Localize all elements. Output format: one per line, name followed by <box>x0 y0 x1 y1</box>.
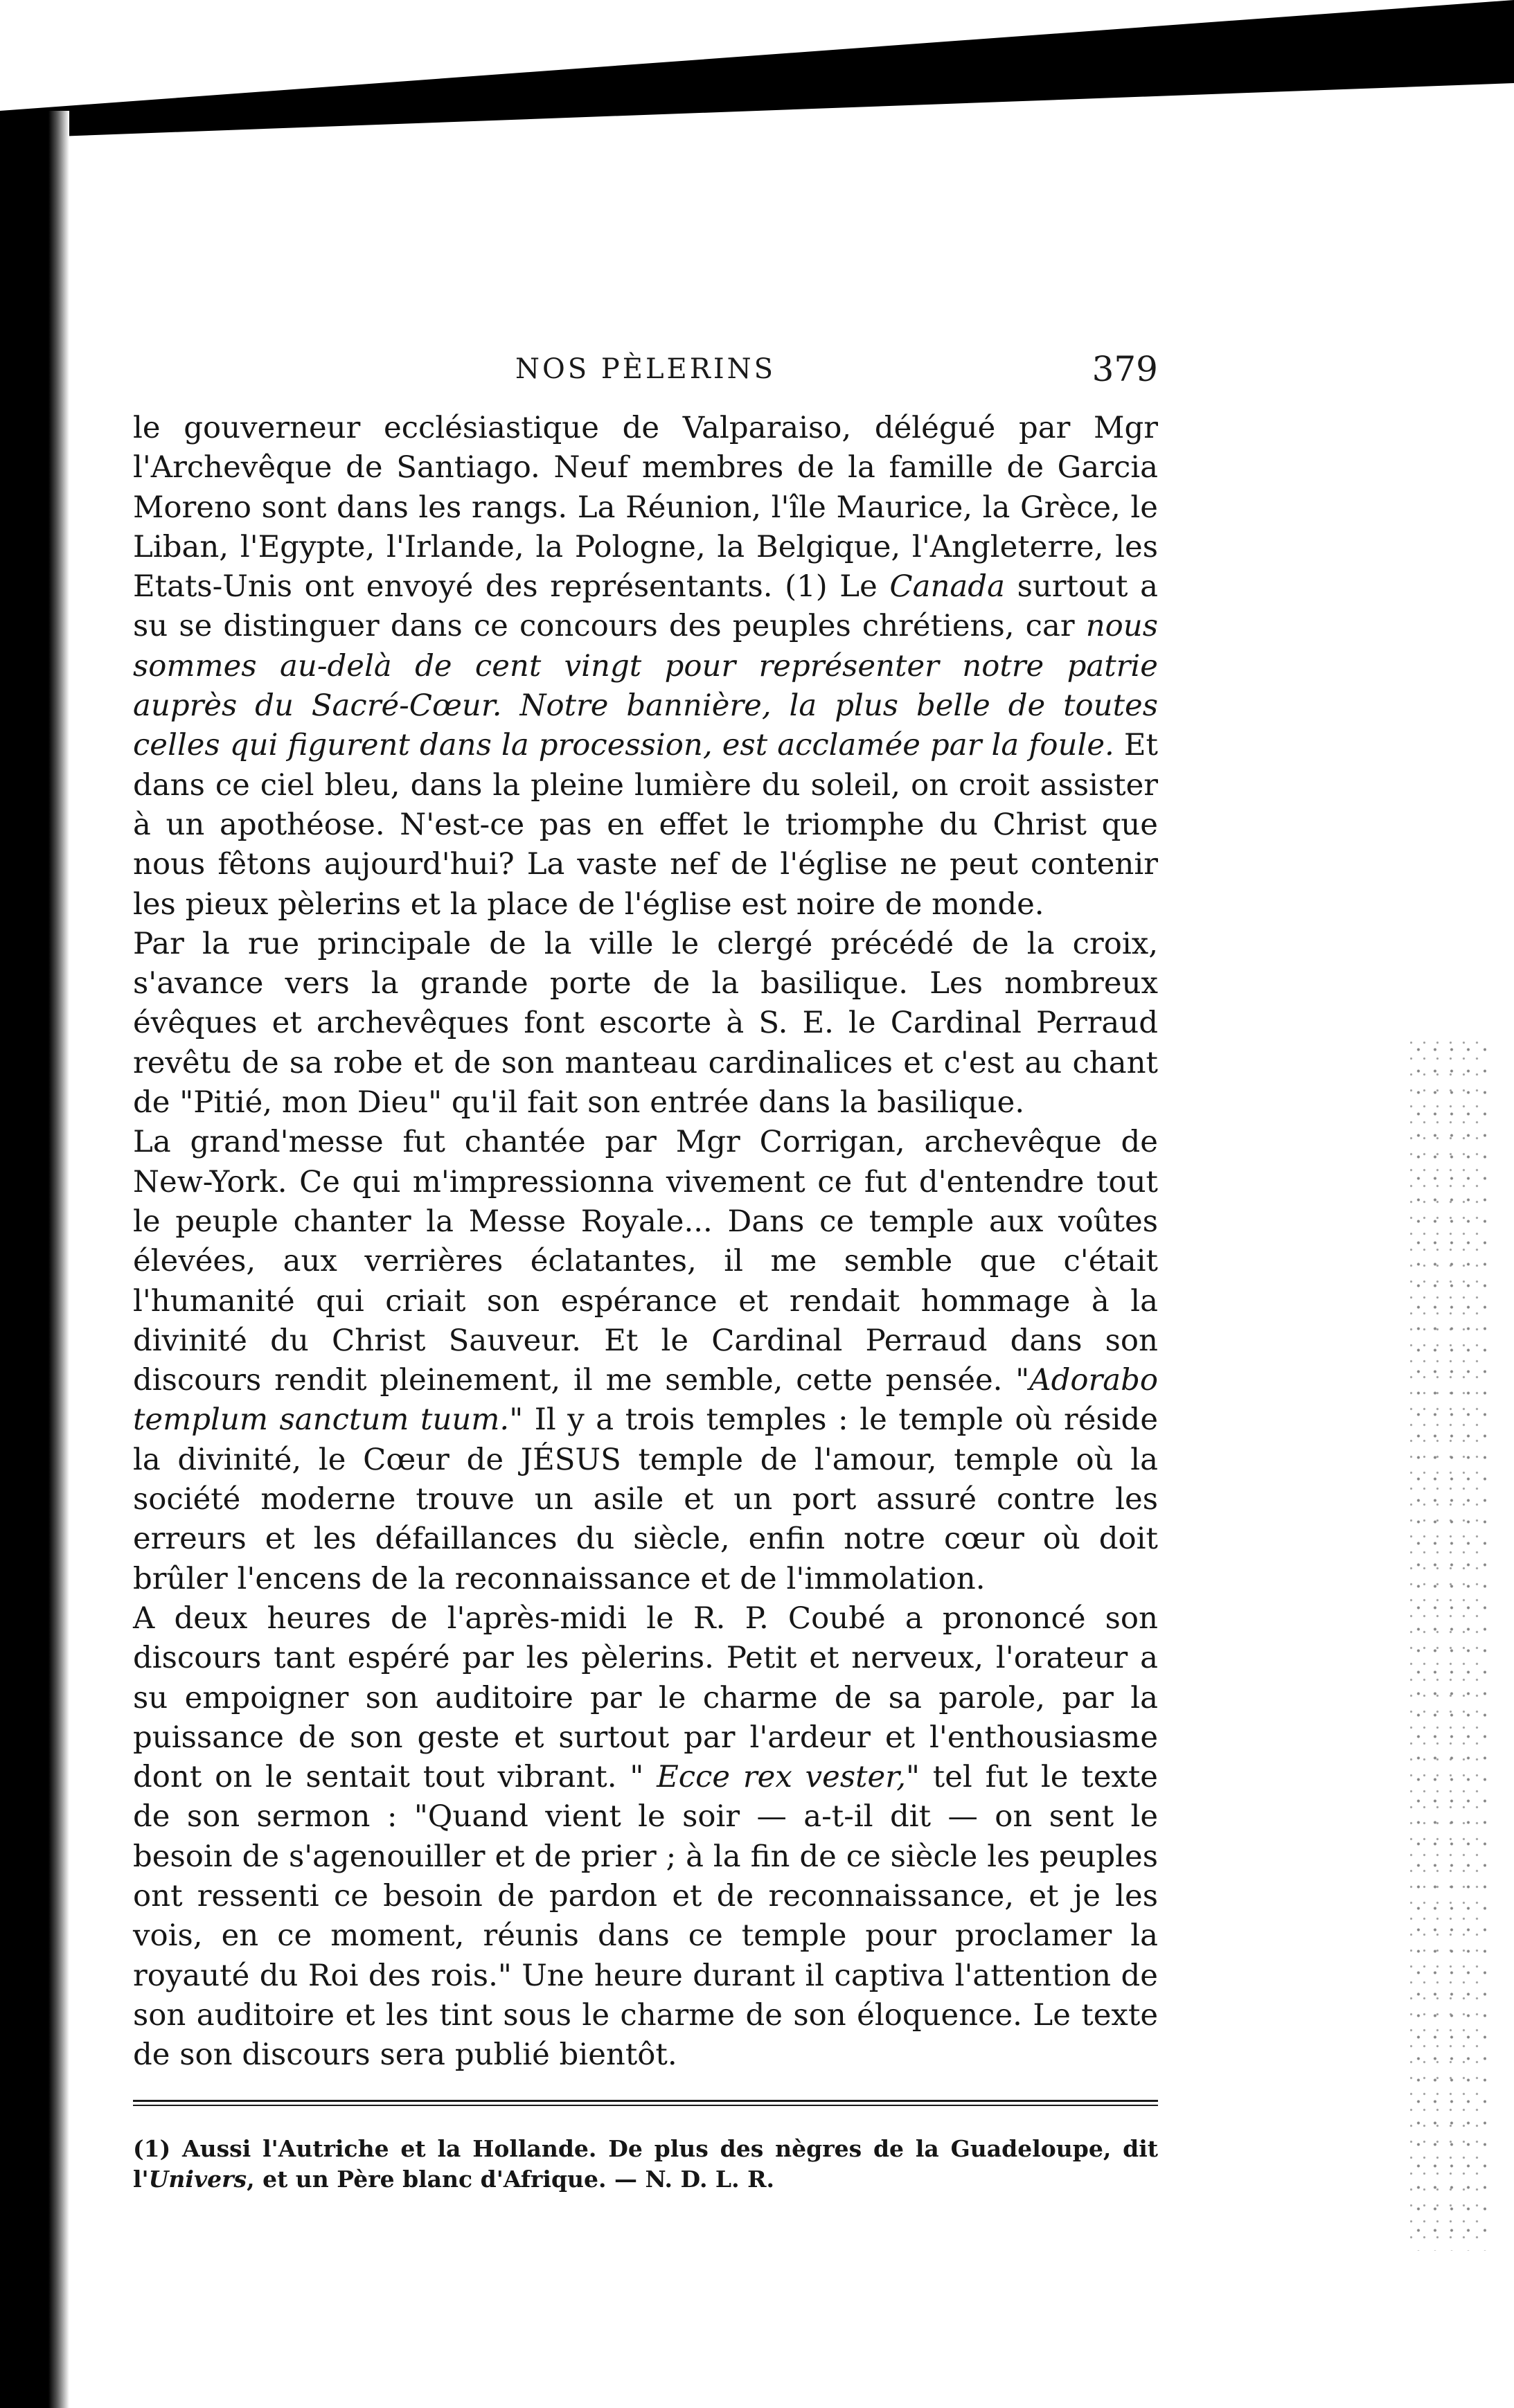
footnote-italic-run: Univers <box>148 2166 247 2193</box>
text-run: A deux heures de l'après-midi le R. P. Coubé a prononcé son discours tant espéré par les pèlerins. Petit et nerveux, l'orateur a su empoigner son auditoire par le charme de sa parole, par la puissance de son geste et surtout par l'ardeur et l'enthousiasme dont on le sentait tout vibrant. " <box>133 1600 1158 1795</box>
text-run: " tel fut le texte de son sermon : "Quand vient le soir — a-t-il dit — on sent le besoin de s'agenouiller et de prier ; à la fin de ce siècle les peuples ont ressenti ce besoin de pardon et de reconnaissance, et je les vois, en ce moment, réunis dans ce temple pour proclamer la royauté du Roi des rois." Une heure durant il captiva l'attention de son auditoire et les tint sous le charme de son éloquence. Le texte de son discours sera publié bientôt. <box>133 1760 1158 2073</box>
italic-run: Canada <box>889 569 1005 605</box>
book-page <box>133 349 1158 2195</box>
running-title: NOS PÈLERINS <box>515 353 776 385</box>
footnote-rule-second <box>133 2105 1158 2106</box>
paragraph <box>133 409 1158 925</box>
body-text <box>133 409 1158 2075</box>
page-number: 379 <box>1092 349 1158 389</box>
scan-gutter-shadow <box>0 111 48 2408</box>
paragraph <box>133 1599 1158 2076</box>
text-run: Par la rue principale de la ville le clergé précédé de la croix, s'avance vers la grande porte de la basilique. Les nombreux évêques et archevêques font escorte à S. E. le Cardinal Perraud revêtu de sa robe et de son manteau cardinalices et c'est au chant de "Pitié, mon Dieu" qu'il fait son entrée dans la basilique. <box>133 926 1158 1121</box>
footnote-run: (1) Aussi l'Autriche et la Hollande. De plus des nègres de la Guadeloupe, dit l' <box>133 2135 1158 2193</box>
footnote-run: , et un Père blanc d'Afrique. — N. D. L. R. <box>247 2166 775 2193</box>
running-head <box>133 349 1158 409</box>
text-run: Et dans ce ciel bleu, dans la pleine lumière du soleil, on croit assister à un apothéose. N'est-ce pas en effet le triomphe du Christ que nous fêtons aujourd'hui? La vaste nef de l'église ne peut contenir les pieux pèlerins et la place de l'église est noire de monde. <box>133 728 1158 922</box>
scan-noise-specks <box>1410 1039 1486 2251</box>
scan-top-shadow <box>0 0 1514 139</box>
footnote <box>133 2134 1158 2195</box>
italic-run: Adorabo templum sanctum tuum. <box>133 1363 1158 1438</box>
italic-run: Ecce rex vester, <box>657 1760 906 1795</box>
text-run: surtout a su se distinguer dans ce concours des peuples chrétiens, car <box>133 569 1158 644</box>
paragraph <box>133 925 1158 1123</box>
text-run: La grand'messe fut chantée par Mgr Corrigan, archevêque de New-York. Ce qui m'impressionna vivement ce fut d'entendre tout le peuple chanter la Messe Royale... Dans ce temple aux voûtes élevées, aux verrières éclatantes, il me semble que c'était l'humanité qui criait son espérance et rendait hommage à la divinité du Christ Sauveur. Et le Cardinal Perraud dans son discours rendit pleinement, il me semble, cette pensée. " <box>133 1125 1158 1398</box>
scan-gutter-edge <box>48 111 69 2408</box>
text-run: le gouverneur ecclésiastique de Valparaiso, délégué par Mgr l'Archevêque de Santiago. Neuf membres de la famille de Garcia Moreno sont dans les rangs. La Réunion, l'île Maurice, la Grèce, le Liban, l'Egypte, l'Irlande, la Pologne, la Belgique, l'Angleterre, les Etats-Unis ont envoyé des représentants. (1) Le <box>133 411 1158 605</box>
text-run: " Il y a trois temples : le temple où réside la divinité, le Cœur de JÉSUS temple de l'amour, temple où la société moderne trouve un asile et un port assuré contre les erreurs et les défaillances du siècle, enfin notre cœur où doit brûler l'encens de la reconnaissance et de l'immolation. <box>133 1402 1158 1596</box>
footnote-rule <box>133 2100 1158 2102</box>
paragraph <box>133 1123 1158 1599</box>
italic-run: nous sommes au-delà de cent vingt pour représenter notre patrie auprès du Sacré-Cœur. Notre bannière, la plus belle de toutes celles qui figurent dans la procession, est acclamée par la foule. <box>133 609 1158 763</box>
